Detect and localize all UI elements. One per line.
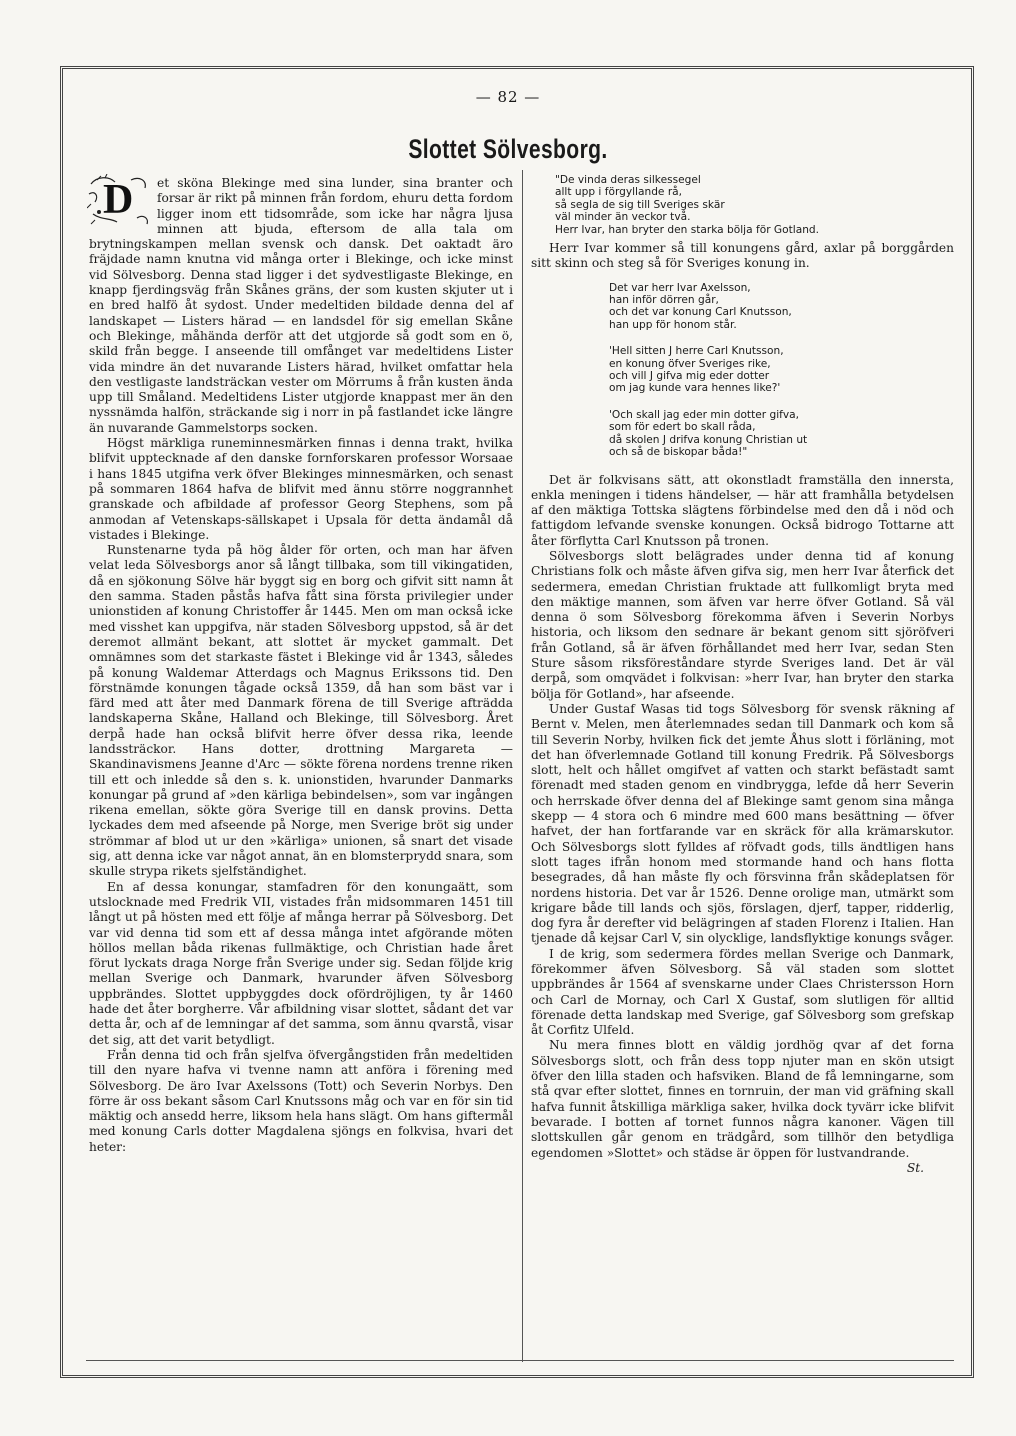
verse-line: han upp för honom står.	[609, 318, 737, 331]
author-signature: St.	[906, 1160, 924, 1175]
paragraph	[531, 1038, 954, 1175]
verse-line: och vill J gifva mig eder dotter	[609, 370, 770, 383]
paragraph: Under Gustaf Wasas tid togs Sölvesborg för svensk räkning af Bernt v. Melen, men återlemnades sedan till Danmark och kom så till Severin Norby, hvilken fick det jemte Åhus slott i förläning, mot det han öfverlemnade Gotland till konung Fredrik. På Sölvesborgs slott, helt och hållet omgifvet af vatten och starkt befästadt samt förenadt med staden genom en vindbrygga, lefde då herr Severin och herrskade öfver denna del af Blekinge samt genom sina många skepp — 4 stora och 6 mindre med 600 mans besättning — öfver hafvet, der han fortfarande var en skräck för alla krämarskutor. Och Sölvesborgs slott fylldes af röfvadt gods, tills ändtligen hans slott tages ifrån honom med stormande hand och hans flotta besegrades, då han måste fly och försvinna från skådeplatsen för nordens historia. Det var år 1526. Denne orolige man, utmärkt som krigare både till lands och sjös, förslagen, djerf, tapper, ridderlig, dog fyra år derefter vid belägringen af staden Florenz i Italien. Han tjenade då kejsar Carl V, sin olycklige, landsflyktige konungs svåger.	[531, 701, 954, 946]
paragraph: Högst märkliga runeminnesmärken finnas i denna trakt, hvilka blifvit upptecknade af den danske fornforskaren professor Worsaae i hans 1845 utgifna verk öfver Blekinges minnesmärken, och senast på sommaren 1864 hafva de blifvit med ännu större noggrannhet granskade och afbildade af professor Georg Stephens, som på anmodan af Vetenskaps-sällskapet i Upsala för detta ändamål då vistades i Blekinge.	[89, 436, 513, 542]
bottom-rule	[86, 1360, 954, 1361]
right-column	[531, 176, 954, 1176]
column-divider	[522, 170, 523, 1362]
paragraph-text: Nu mera finnes blott en väldig jordhög qvar af det forna Sölvesborgs slott, och från dess topp njuter man en skön utsigt öfver den lilla staden och hafsviken. Bland de få lemningarne, som stå qvar efter slottet, finnes en tornruin, der man vid gräfning skall hafva funnit åtskilliga märkliga saker, hvilka dock tyvärr icke blifvit bevarade. I botten af tornet funnos några kanoner. Vägen till slottskullen går genom en trädgård, som tillhör den betydliga egendomen »Slottet» och städse är öppen för lustvandrande.	[531, 1038, 954, 1160]
verse-line: Herr Ivar, han bryter den starka bölja för Gotland.	[555, 223, 820, 236]
verse-line: Det var herr Ivar Axelsson,	[609, 281, 751, 294]
verse-line: då skolen J drifva konung Christian ut	[609, 433, 808, 446]
decorated-initial	[87, 174, 151, 226]
verse-line: och så de biskopar båda!"	[609, 446, 748, 459]
paragraph: Sölvesborgs slott belägrades under denna tid af konung Christians folk och måste äfven gifva sig, men herr Ivar återfick det sedermera, emedan Christian fruktade att fullkomligt bryta med den mäktige mannen, som äfven var herre öfver Gotland. Så väl denna ö som Sölvesborg förekomma äfven i Severin Norbys historia, och liksom den sednare är bekant genom sitt sjöröfveri från Gotland, så är äfven förhållandet med herr Ivar, sedan Sten Sture såsom riksföreståndare styrde Sveriges land. Det är väl derpå, som omqvädet i folkvisan: »herr Ivar, han bryter den starka bölja för Gotland», har afseende.	[531, 548, 954, 701]
verse-line: han inför dörren går,	[609, 294, 719, 307]
page-number: — 82 —	[475, 88, 541, 106]
left-column	[89, 176, 513, 1155]
paragraph: et sköna Blekinge med sina lunder, sina branter och forsar är rikt på minnen från fordom, ehuru detta fordom ligger inom ett tidsområde, som icke har några ljusa minnen att bjuda, eftersom de alla tala om brytningskampen mellan svensk och dansk. Det oaktadt äro fräjdade namn knutna vid många orter i Blekinge, och icke minst vid Sölvesborg. Denna stad ligger i det sydvestligaste Blekinge, en knapp fjerdingsväg från Skånes gräns, der som kusten skjuter ut i en bred halfö åt sydost. Under medeltiden bildade denna del af landskapet — Listers härad — en landsdel för sig emellan Skåne och Blekinge, måhända derför att det utgjorde så godt som en ö, skild från begge. I anseende till omfånget var medeltidens Lister vida mindre än det nuvarande Listers härad, hvilket omfattar hela den vestligaste landsträckan vester om Mörrums å från kusten ända upp till Småland. Medeltidens Lister utgjorde knappast mer än den nyssnämda halfön, sträckande sig i norr in på fastlandet icke längre än nuvarande Gammelstorps socken.	[89, 176, 513, 435]
verse-line: en konung öfver Sveriges rike,	[609, 357, 771, 370]
verse-line: 'Och skall jag eder min dotter gifva,	[609, 408, 800, 421]
verse-line: väl minder än veckor två.	[555, 211, 691, 224]
article-title: Slottet Sölvesborg.	[408, 134, 608, 164]
verse-line: som för edert bo skall råda,	[609, 421, 756, 434]
verse-stanza	[609, 409, 954, 459]
dropcap-letter: D	[103, 177, 134, 223]
paragraph: Det är folkvisans sätt, att okonstladt framställa den innersta, enkla meningen i tidens händelser, — här att framhålla betydelsen af den mäktiga Tottska slägtens förbindelse med den då i nöd och fattigdom lefvande svenske konungen. Också bidrogo Tottarne att åter förflytta Carl Knutsson på tronen.	[531, 472, 954, 548]
verse-line: om jag kunde vara hennes like?'	[609, 382, 781, 395]
paragraph: I de krig, som sedermera fördes mellan Sverige och Danmark, förekommer äfven Sölvesborg. Så väl staden som slottet uppbrändes år 1564 af svenskarne under Claes Christersson Horn och Carl de Mornay, och Carl X Gustaf, som slutligen för alltid förenade detta landskap med Sverige, gaf Sölvesborg som grefskap åt Corfitz Ulfeld.	[531, 946, 954, 1038]
paragraph: Herr Ivar kommer så till konungens gård, axlar på borggården sitt skinn och steg så för Sveriges konung in.	[531, 241, 954, 271]
paragraph: En af dessa konungar, stamfadren för den konungaätt, som utslocknade med Fredrik VII, vistades från midsommaren 1451 till långt ut på hösten med ett följe af många herrar på Sölvesborg. Det var vid denna tid som ett af dessa många intet afgörande möten höllos mellan båda rikenas fullmäktige, och Christian hade året förut lyckats draga Norge från Sverige under sig. Sedan följde krig mellan Sverige och Danmark, hvarunder äfven Sölvesborg uppbrändes. Slottet uppbyggdes dock ofördröjligen, ty år 1460 hade det åter borgherre. Vår afbildning visar slottet, sådant det var detta år, och af de lemningar af det samma, som ännu qvarstå, visar det sig, att det varit betydligt.	[89, 879, 513, 1047]
verse-line: 'Hell sitten J herre Carl Knutsson,	[609, 345, 784, 358]
verse-line: och det var konung Carl Knutsson,	[609, 306, 792, 319]
verse-line: så segla de sig till Sveriges skär	[555, 198, 725, 211]
verse-line: allt upp i förgyllande rå,	[555, 186, 683, 199]
paragraph: Runstenarne tyda på hög ålder för orten, och man har äfven velat leda Sölvesborgs anor så långt tillbaka, som till vikingatiden, då en sjökonung Sölve här byggt sig en borg och gifvit sitt namn åt den samma. Staden påstås hafva fått sina första privilegier under unionstiden af konung Christoffer år 1445. Men om man också icke med visshet kan uppgifva, när staden Sölvesborg uppstod, så är det deremot allmänt bekant, att slottet är mycket gammalt. Det omnämnes som det starkaste fästet i Blekinge vid år 1343, således på konung Waldemar Atterdags och Magnus Erikssons tid. Den förstnämde konungen tågade också 1359, då han som bäst var i färd med att åter med Danmark förena de till Sverige afträdda landskaperna Skåne, Halland och Blekinge, till Sölvesborg. Året derpå hade han också blifvit herre öfver dessa rika, leende landssträckor. Hans dotter, drottning Margareta — Skandinavismens Jeanne d'Arc — sökte förena nordens trenne riken till ett och inledde så den s. k. unionstiden, hvarunder Danmarks konungar på grund af »den kärliga bebindelsen», som var ingången rikena emellan, sökte göra Sverige till en dansk provins. Detta lyckades dem med afseende på Norge, men Sverige bröt sig under strömmar af blod ut ur den »kärliga» unionen, så snart det visade sig, att denna icke var något annat, än en blomsterprydd snara, som skulle strypa rikets sjelfständighet.	[89, 543, 513, 879]
verse-stanza	[555, 174, 954, 236]
verse-stanza	[609, 282, 954, 332]
verse-stanza	[609, 345, 954, 395]
verse-line: "De vinda deras silkessegel	[555, 174, 701, 186]
paragraph: Från denna tid och från sjelfva öfvergångstiden från medeltiden till den nyare hafva vi tvenne namn att anföra i förening med Sölvesborg. De äro Ivar Axelssons (Tott) och Severin Norbys. Den förre är oss bekant såsom Carl Knutssons måg och var en för sin tid mäktig och ansedd herre, liksom hela hans slägt. Om hans giftermål med konung Carls dotter Magdalena sjöngs en folkvisa, hvari det heter:	[89, 1047, 513, 1154]
